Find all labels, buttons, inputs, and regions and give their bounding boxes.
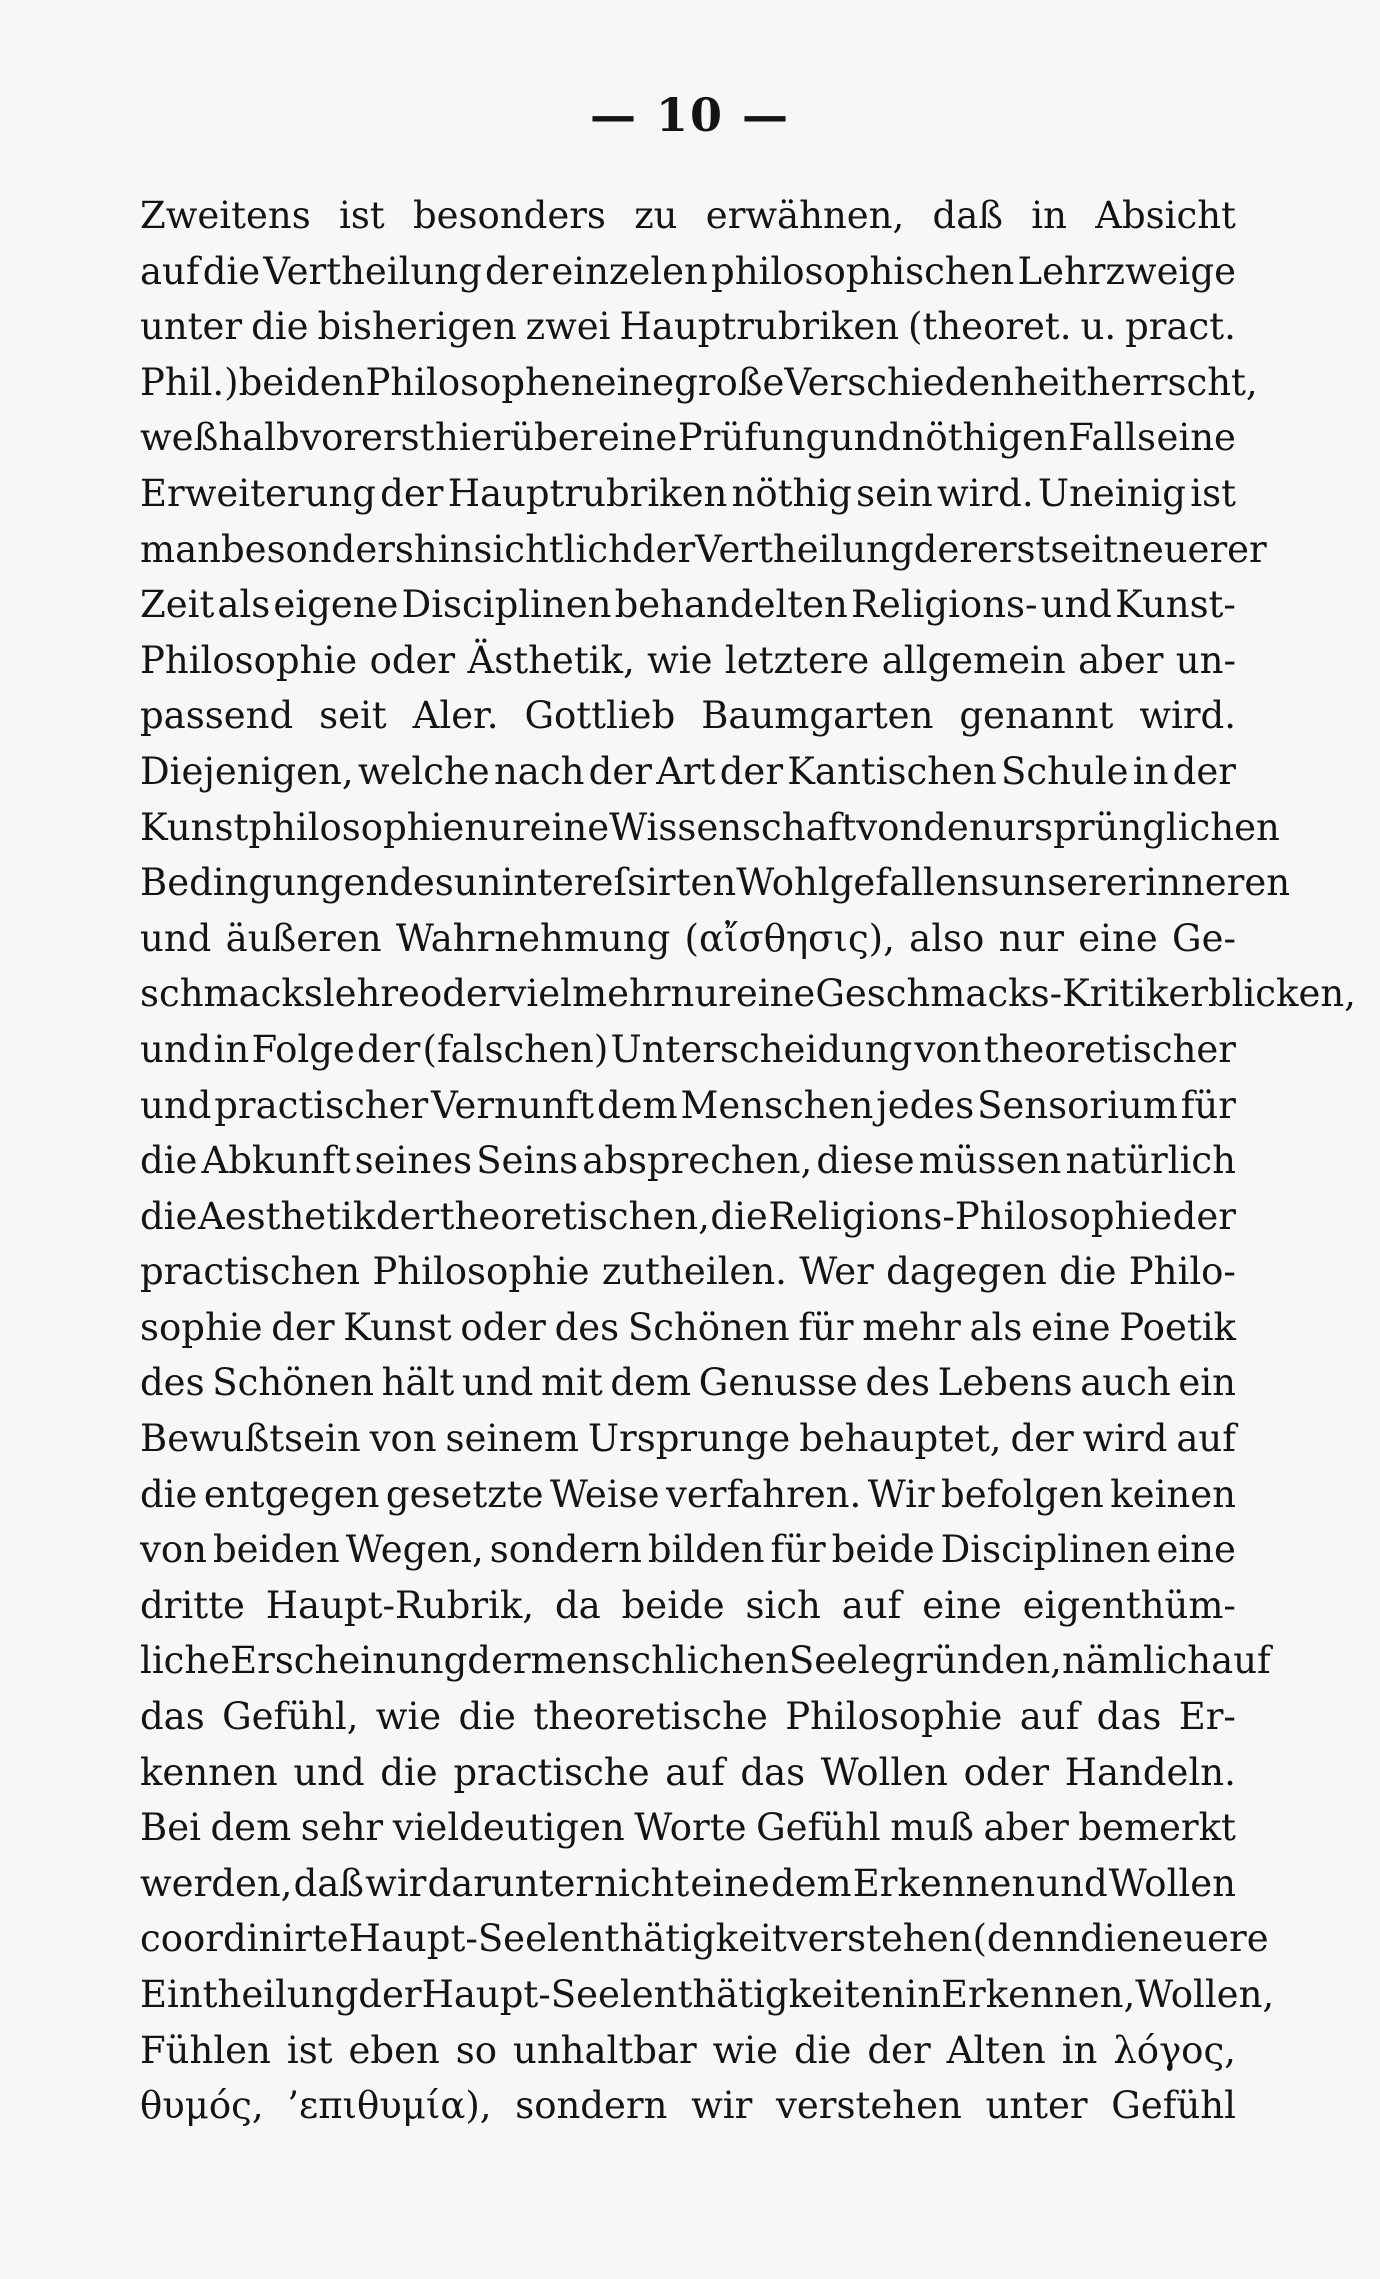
text-line: und äußeren Wahrnehmung (αἴσθησις), also nur eine Ge-	[140, 916, 1236, 960]
text-line: Bei dem sehr vieldeutigen Worte Gefühl muß aber bemerkt	[140, 1806, 1236, 1850]
text-line: schmackslehre oder vielmehr nur eine Geschmacks-Kritik erblicken,	[140, 972, 1356, 1016]
text-line: sophie der Kunst oder des Schönen für mehr als eine Poetik	[140, 1305, 1236, 1349]
text-line: das Gefühl, wie die theoretische Philosophie auf das Er-	[140, 1695, 1236, 1739]
text-line: Zeit als eigene Disciplinen behandelten Religions- und Kunst-	[140, 583, 1236, 627]
text-line: Fühlen ist eben so unhaltbar wie die der Alten in λόγος,	[140, 2028, 1236, 2072]
text-line: Bedingungen des unintereſsirten Wohlgefallens unserer inneren	[140, 861, 1291, 905]
text-line: Bewußtsein von seinem Ursprunge behauptet, der wird auf	[140, 1417, 1236, 1461]
text-line: Philosophie oder Ästhetik, wie letztere allgemein aber un-	[140, 638, 1236, 682]
text-line: auf die Vertheilung der einzelen philosophischen Lehrzweige	[140, 249, 1236, 293]
text-line: practischen Philosophie zutheilen. Wer dagegen die Philo-	[140, 1250, 1236, 1294]
text-line: die Abkunft seines Seins absprechen, diese müssen natürlich	[140, 1139, 1236, 1183]
text-line: Diejenigen, welche nach der Art der Kantischen Schule in der	[140, 749, 1236, 793]
text-line: unter die bisherigen zwei Hauptrubriken (theoret. u. pract.	[140, 305, 1236, 349]
text-line: coordinirte Haupt-Seelenthätigkeit verstehen (denn die neuere	[140, 1917, 1269, 1961]
text-line: man besonders hinsichtlich der Vertheilung der erst seit neuerer	[140, 527, 1267, 571]
text-line: passend seit Aler. Gottlieb Baumgarten genannt wird.	[140, 694, 1236, 738]
text-line: von beiden Wegen, sondern bilden für beide Disciplinen eine	[140, 1528, 1236, 1572]
text-line: und in Folge der (falschen) Unterscheidung von theoretischer	[140, 1027, 1236, 1071]
text-line: werden, daß wir darunter nicht eine dem Erkennen und Wollen	[140, 1861, 1236, 1905]
text-line: Phil.) bei den Philosophen eine große Verschiedenheit herrscht,	[140, 360, 1258, 404]
text-line: θυμός, ’επιθυμία), sondern wir verstehen unter Gefühl	[140, 2084, 1236, 2128]
text-line: Zweitens ist besonders zu erwähnen, daß in Absicht	[140, 194, 1236, 237]
page-number: — 10 —	[589, 88, 791, 142]
body-text	[140, 188, 1356, 2134]
text-line: dritte Haupt-Rubrik, da beide sich auf eine eigenthüm-	[140, 1583, 1236, 1627]
text-line: die entgegen gesetzte Weise verfahren. Wir befolgen keinen	[140, 1472, 1236, 1516]
text-line: Erweiterung der Hauptrubriken nöthig sein wird. Uneinig ist	[140, 471, 1236, 515]
text-line: liche Erscheinung der menschlichen Seele gründen, nämlich auf	[140, 1639, 1271, 1683]
text-line: weßhalb vorerst hierüber eine Prüfung und nöthigen Falls eine	[140, 416, 1236, 460]
text-line: des Schönen hält und mit dem Genusse des Lebens auch ein	[140, 1361, 1236, 1405]
text-line: kennen und die practische auf das Wollen oder Handeln.	[140, 1750, 1236, 1794]
text-line: die Aesthetik der theoretischen, die Religions-Philosophie der	[140, 1194, 1236, 1238]
text-line: Eintheilung der Haupt-Seelenthätigkeiten in Erkennen, Wollen,	[140, 1973, 1275, 2016]
text-line: und practischer Vernunft dem Menschen jedes Sensorium für	[140, 1083, 1236, 1127]
text-line: Kunstphilosophie nur eine Wissenschaft von den ursprünglichen	[140, 805, 1280, 849]
